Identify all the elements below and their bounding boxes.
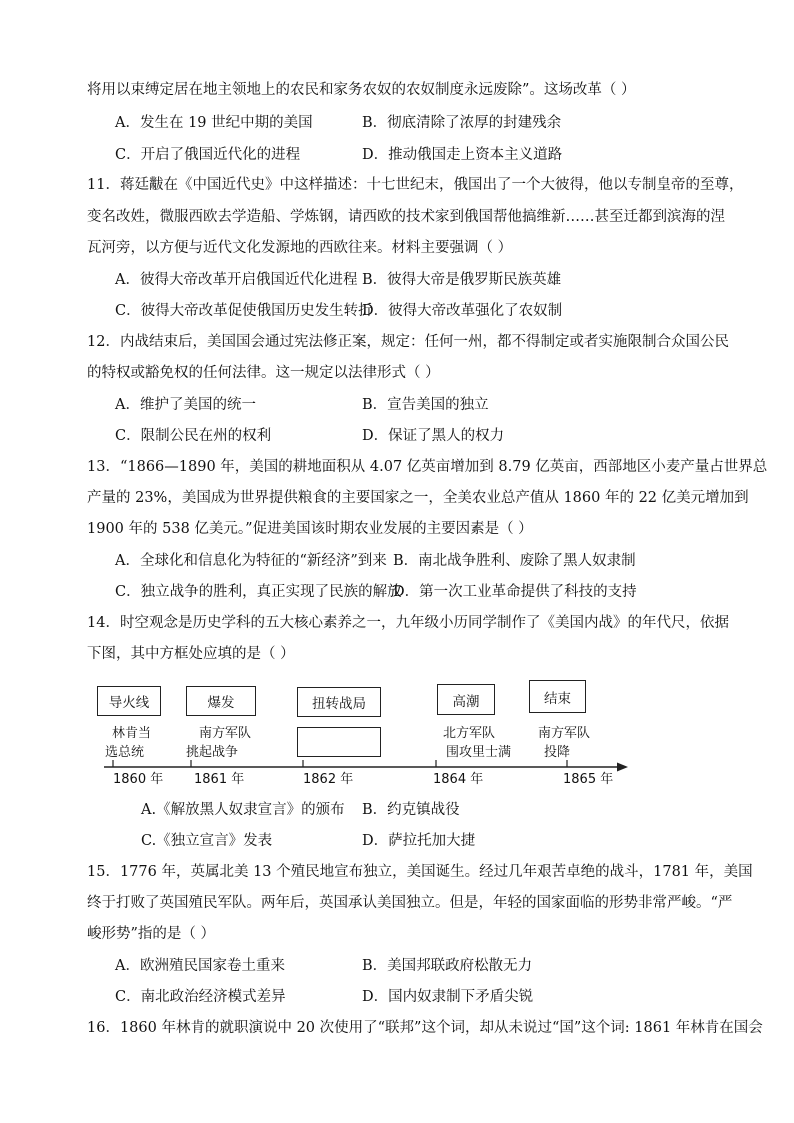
q14-option-c[interactable]: C.《独立宣言》发表 (141, 833, 273, 849)
q13-stem-line2: 产量的 23%，美国成为世界提供粮食的主要国家之一，全美农业总产值从 1860 年的 22 亿美元增加到 (87, 490, 749, 506)
q13-option-d[interactable]: D．第一次工业革命提供了科技的支持 (393, 584, 637, 600)
q15-option-b[interactable]: B．美国邦联政府松散无力 (362, 958, 533, 974)
q10-option-d[interactable]: D．推动俄国走上资本主义道路 (362, 147, 563, 163)
q11-option-c[interactable]: C．彼得大帝改革促使俄国历史发生转折 (115, 303, 373, 319)
q13-option-a[interactable]: A．全球化和信息化为特征的“新经济”到来 (115, 553, 387, 569)
q15-stem-line2: 终于打败了英国殖民军队。两年后，英国承认美国独立。但是，年轻的国家面临的形势非常严峻。“严 (87, 895, 733, 911)
timeline-year-label: 1865 年 (563, 772, 614, 787)
q10-option-b[interactable]: B．彻底清除了浓厚的封建残余 (362, 115, 562, 131)
timeline-event-line: 南方军队 (538, 726, 591, 741)
q12-stem-line2: 的特权或豁免权的任何法律。这一规定以法律形式（ ） (87, 365, 440, 381)
q13-stem-line3: 1900 年的 538 亿美元。”促进美国该时期农业发展的主要因素是（ ） (87, 521, 533, 537)
q13-option-b[interactable]: B．南北战争胜利、废除了黑人奴隶制 (393, 553, 636, 569)
timeline-event-line: 选总统 (105, 745, 145, 760)
timeline-stage-box: 爆发 (186, 686, 256, 716)
timeline-blank-box[interactable] (297, 727, 381, 757)
q11-option-b[interactable]: B．彼得大帝是俄罗斯民族英雄 (362, 272, 562, 288)
timeline-stage-box: 高潮 (437, 684, 495, 715)
q10-stem: 将用以束缚定居在地主领地上的农民和家务农奴的农奴制度永远废除”。这场改革（ ） (87, 82, 636, 98)
q12-option-c[interactable]: C．限制公民在州的权利 (115, 428, 272, 444)
timeline-event-line: 挑起战争 (186, 745, 239, 760)
timeline-event-line: 投降 (544, 745, 571, 760)
q11-stem-line1: 11．蒋廷黻在《中国近代史》中这样描述：十七世纪末，俄国出了一个大彼得，他以专制皇帝的至尊， (87, 177, 744, 193)
q12-option-b[interactable]: B．宣告美国的独立 (362, 397, 489, 413)
timeline-year-label: 1864 年 (433, 772, 484, 787)
q15-option-c[interactable]: C．南北政治经济模式差异 (115, 989, 286, 1005)
q15-option-a[interactable]: A．欧洲殖民国家卷土重来 (115, 958, 285, 974)
q14-option-d[interactable]: D．萨拉托加大捷 (362, 833, 476, 849)
timeline-stage-box: 导火线 (97, 686, 161, 716)
q13-option-c[interactable]: C．独立战争的胜利，真正实现了民族的解放 (115, 584, 402, 600)
q14-stem-line2: 下图，其中方框处应填的是（ ） (87, 646, 295, 662)
q13-stem-line1: 13．“1866—1890 年，美国的耕地面积从 4.07 亿英亩增加到 8.79 亿英亩，西部地区小麦产量占世界总 (87, 459, 768, 475)
timeline-year-label: 1862 年 (303, 772, 354, 787)
timeline-stage-box: 结束 (529, 680, 586, 713)
q15-option-d[interactable]: D．国内奴隶制下矛盾尖锐 (362, 989, 534, 1005)
q10-option-c[interactable]: C．开启了俄国近代化的进程 (115, 147, 301, 163)
q16-stem-line1: 16．1860 年林肯的就职演说中 20 次使用了“联邦”这个词，却从未说过“国”这个词: 1861 年林肯在国会 (87, 1020, 763, 1036)
timeline-event-line: 北方军队 (443, 726, 496, 741)
timeline-event-line: 围攻里士满 (446, 745, 512, 760)
q15-stem-line3: 峻形势”指的是（ ） (87, 926, 216, 942)
timeline-year-label: 1860 年 (113, 772, 164, 787)
q11-option-d[interactable]: D．彼得大帝改革强化了农奴制 (362, 303, 563, 319)
q12-stem-line1: 12．内战结束后，美国国会通过宪法修正案，规定：任何一州，都不得制定或者实施限制合众国公民 (87, 334, 729, 350)
q11-stem-line3: 瓦河旁，以方便与近代文化发源地的西欧往来。材料主要强调（ ） (87, 240, 513, 256)
q15-stem-line1: 15．1776 年，英属北美 13 个殖民地宣布独立，美国诞生。经过几年艰苦卓绝的战斗，1781 年，美国 (87, 864, 753, 880)
q12-option-a[interactable]: A．维护了美国的统一 (115, 397, 256, 413)
q14-stem-line1: 14．时空观念是历史学科的五大核心素养之一，九年级小历同学制作了《美国内战》的年代尺，依据 (87, 615, 729, 631)
timeline-event-line: 林肯当 (112, 726, 152, 741)
timeline-year-label: 1861 年 (194, 772, 245, 787)
q11-option-a[interactable]: A．彼得大帝改革开启俄国近代化进程 (115, 272, 358, 288)
timeline-event-line: 南方军队 (199, 726, 252, 741)
q11-stem-line2: 变名改姓，微服西欧去学造船、学炼钢，请西欧的技术家到俄国帮他搞维新……甚至迁都到滨海的涅 (87, 209, 725, 225)
q10-option-a[interactable]: A．发生在 19 世纪中期的美国 (115, 115, 313, 131)
q14-option-b[interactable]: B．约克镇战役 (362, 802, 460, 818)
q14-option-a[interactable]: A.《解放黑人奴隶宣言》的颁布 (141, 802, 345, 818)
timeline-stage-box: 扭转战局 (297, 687, 381, 717)
q12-option-d[interactable]: D．保证了黑人的权力 (362, 428, 505, 444)
